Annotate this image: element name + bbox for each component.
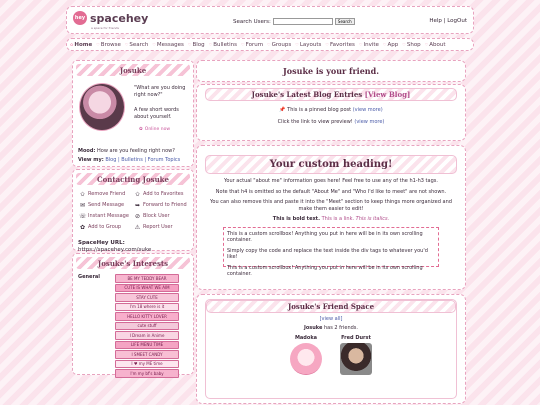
heart-icon: ♡ bbox=[382, 42, 387, 47]
contact-label: Send Message bbox=[88, 202, 125, 208]
contact-block-user[interactable] bbox=[134, 213, 187, 220]
friends-row bbox=[206, 335, 456, 375]
friends-heading: Josuke's Friend Space bbox=[206, 300, 456, 313]
nav-item-blog[interactable] bbox=[188, 42, 205, 48]
nav-item-layouts[interactable] bbox=[295, 42, 321, 48]
interests-general-label: General bbox=[78, 274, 100, 280]
interest-stamp: cute stuff bbox=[115, 322, 179, 331]
contact-label: Forward to Friend bbox=[143, 202, 187, 208]
contact-label: Report User bbox=[143, 224, 173, 230]
nav-label: Bulletins bbox=[213, 41, 238, 48]
home-icon: ✿ bbox=[70, 42, 74, 47]
nav-label: Home bbox=[74, 41, 93, 48]
about-paragraph-3: You can also remove this and paste it into the "Meet" section to keep things more organized and make them easier to edit! bbox=[210, 199, 452, 212]
nav-item-home[interactable] bbox=[70, 42, 92, 48]
nav-label: Browse bbox=[100, 41, 121, 48]
mood-label: Mood: bbox=[78, 148, 96, 154]
interest-stamp: HELLO KITTY LOVER bbox=[115, 312, 179, 321]
nav-item-browse[interactable] bbox=[96, 42, 121, 48]
view-my-label: View my: bbox=[78, 157, 104, 163]
contact-label: Block User bbox=[143, 213, 170, 219]
interest-stamps bbox=[115, 274, 179, 378]
about-paragraph-2: Note that h4 is omitted so the default "About Me" and "Who I'd like to meet" are not shown. bbox=[215, 188, 447, 195]
nav-item-groups[interactable] bbox=[267, 42, 291, 48]
view-my-link-list[interactable]: Blog | Bulletins | Forum Topics bbox=[105, 157, 181, 163]
heart-icon: ♡ bbox=[402, 42, 406, 47]
friend-card[interactable] bbox=[286, 335, 326, 375]
report-icon: ⚠ bbox=[134, 224, 141, 231]
friends-card bbox=[196, 294, 466, 404]
about-paragraph-1: Your actual "about me" information goes here! Feel free to use any of the h1-h3 tags. bbox=[224, 178, 438, 184]
heart-icon: ♡ bbox=[358, 42, 363, 47]
contact-label: Add to Favorites bbox=[143, 191, 184, 197]
online-status bbox=[139, 127, 170, 132]
contact-grid bbox=[76, 191, 190, 231]
right-column bbox=[196, 60, 466, 404]
view-blog-link[interactable]: [View Blog] bbox=[364, 90, 411, 99]
logo-mark-icon: hey bbox=[73, 11, 87, 25]
blog-heading-text: Josuke's Latest Blog Entries bbox=[251, 90, 363, 99]
instant-message-icon: ☏ bbox=[79, 213, 87, 220]
search-button[interactable]: Search bbox=[335, 18, 355, 25]
heart-icon: ♡ bbox=[267, 42, 271, 47]
mood-value: How are you feeling right now? bbox=[97, 148, 175, 154]
nav-label: App bbox=[387, 41, 399, 48]
contact-forward-to-friend[interactable] bbox=[134, 202, 187, 209]
about-formatting-demo bbox=[205, 216, 457, 223]
contact-remove-friend[interactable] bbox=[79, 191, 132, 198]
blog-entry-preview bbox=[205, 119, 457, 125]
nav-item-messages[interactable] bbox=[152, 42, 184, 48]
heart-icon: ♡ bbox=[424, 42, 429, 47]
pinned-text: This is a pinned blog post bbox=[287, 107, 352, 113]
friend-avatar[interactable] bbox=[340, 343, 372, 375]
contact-add-to-favorites[interactable] bbox=[134, 191, 187, 198]
friend-card[interactable] bbox=[336, 335, 376, 375]
remove-friend-icon: ✩ bbox=[79, 191, 86, 198]
user-search bbox=[233, 18, 355, 25]
scrollbox-text-1: This is a custom scrollbox! Anything you put in here will be in its own scrolling container. bbox=[227, 230, 423, 243]
nav-item-shop[interactable] bbox=[402, 42, 420, 48]
nav-item-search[interactable] bbox=[125, 42, 149, 48]
group-icon: ✿ bbox=[79, 224, 86, 231]
nav-item-about[interactable] bbox=[425, 42, 446, 48]
block-icon: ⊘ bbox=[134, 213, 141, 220]
forward-icon: ➥ bbox=[134, 202, 141, 209]
friend-status-title: Josuke is your friend. bbox=[196, 60, 466, 82]
contact-title: Contacting Josuke bbox=[76, 173, 190, 185]
about-card bbox=[196, 145, 466, 290]
nav-label: Invite bbox=[363, 41, 379, 48]
scrollbox-text-3: This is a custom scrollbox! Anything you put in here will be in its own scrolling container. bbox=[227, 264, 423, 277]
url-value[interactable]: https://spacehey.com/suke bbox=[78, 247, 152, 253]
preview-view-more-link[interactable]: (view more) bbox=[354, 119, 385, 125]
contact-label: Remove Friend bbox=[88, 191, 126, 197]
heart-icon: ♡ bbox=[241, 42, 245, 47]
nav-item-invite[interactable] bbox=[359, 42, 379, 48]
interest-stamp: BE MY TEDDY BEAR bbox=[115, 274, 179, 283]
nav-item-bulletins[interactable] bbox=[209, 42, 237, 48]
nav-label: Forum bbox=[245, 41, 264, 48]
interest-stamp: STAY CUTE bbox=[115, 293, 179, 302]
nav-label: Layouts bbox=[299, 41, 322, 48]
view-all-friends-link[interactable]: [view all] bbox=[319, 316, 343, 322]
custom-scrollbox[interactable] bbox=[223, 227, 439, 277]
nav-label: About bbox=[429, 41, 446, 48]
preview-text: Click the link to view preview! bbox=[277, 119, 353, 125]
heart-icon: ♡ bbox=[295, 42, 299, 47]
friend-count-text: has 2 friends. bbox=[323, 325, 359, 331]
blog-entry-pinned bbox=[205, 107, 457, 113]
friend-name[interactable]: Fred Durst bbox=[341, 335, 371, 341]
contact-card bbox=[72, 169, 194, 251]
interests-card bbox=[72, 253, 194, 375]
heart-icon: ♡ bbox=[187, 42, 192, 47]
pinned-view-more-link[interactable]: (view more) bbox=[352, 107, 383, 113]
help-logout-links[interactable]: Help | LogOut bbox=[429, 18, 467, 24]
custom-heading: Your custom heading! bbox=[205, 155, 457, 174]
contact-report-user[interactable] bbox=[134, 224, 187, 231]
nav-label: Shop bbox=[406, 41, 421, 48]
nav-label: Groups bbox=[271, 41, 292, 48]
online-text: Online now bbox=[144, 127, 171, 132]
interest-stamp: I'm 18 where is it bbox=[115, 303, 179, 312]
logo[interactable] bbox=[73, 11, 149, 30]
profile-avatar[interactable] bbox=[79, 83, 125, 131]
left-column bbox=[72, 60, 194, 375]
view-my-links bbox=[78, 157, 180, 163]
profile-card bbox=[72, 60, 194, 167]
favorite-icon: ✩ bbox=[134, 191, 141, 198]
blog-heading bbox=[205, 88, 457, 101]
main-nav bbox=[66, 38, 474, 51]
contact-label: Instant Message bbox=[88, 213, 129, 219]
friends-inner bbox=[205, 299, 457, 399]
nav-label: Favorites bbox=[330, 41, 355, 48]
contact-send-message[interactable] bbox=[79, 202, 132, 209]
profile-quote: "What are you doing right now?" bbox=[134, 85, 186, 98]
pin-icon: 📌 bbox=[279, 107, 286, 113]
site-header bbox=[66, 6, 474, 34]
profile-about-short: A few short words about yourself. bbox=[134, 107, 179, 120]
heart-icon: ♡ bbox=[152, 42, 156, 47]
heart-icon: ♡ bbox=[96, 42, 100, 47]
friend-avatar[interactable] bbox=[290, 343, 322, 375]
nav-item-favorites[interactable] bbox=[325, 42, 354, 48]
nav-item-forum[interactable] bbox=[241, 42, 263, 48]
profile-name: Josuke bbox=[76, 64, 190, 76]
sample-link[interactable]: This is a link. bbox=[321, 216, 355, 222]
logo-text: spacehey bbox=[90, 11, 149, 25]
scrollbox-text-2: Simply copy the code and replace the text inside the div tags to whatever you'd like! bbox=[227, 247, 428, 260]
italic-text: This is italics. bbox=[355, 216, 390, 222]
bold-text: This is bold text. bbox=[272, 216, 320, 222]
logo-tagline: a space for friends bbox=[91, 26, 119, 30]
contact-add-to-group[interactable] bbox=[79, 224, 132, 231]
friend-count bbox=[206, 325, 456, 331]
mood bbox=[78, 148, 175, 154]
url-label: SpaceHey URL: bbox=[78, 240, 125, 246]
interest-stamp: CUTE IS WHAT WE AIM bbox=[115, 284, 179, 293]
friend-name[interactable]: Madoka bbox=[294, 335, 318, 341]
search-input[interactable] bbox=[273, 18, 333, 25]
interest-stamp: LIFE MENU TIME bbox=[115, 341, 179, 350]
nav-label: Messages bbox=[156, 41, 184, 48]
heart-icon: ♡ bbox=[325, 42, 330, 47]
interest-stamp: I'm my bf's baby bbox=[115, 369, 179, 378]
interest-stamp: I Dream in Anime bbox=[115, 331, 179, 340]
nav-label: Search bbox=[129, 41, 149, 48]
interest-stamp: I ♥ my ME time bbox=[115, 360, 179, 369]
online-icon: ✿ bbox=[139, 127, 143, 132]
heart-icon: ♡ bbox=[208, 42, 213, 47]
blog-card bbox=[196, 84, 466, 141]
contact-label: Add to Group bbox=[88, 224, 122, 230]
message-icon: ✉ bbox=[79, 202, 86, 209]
interests-title: Josuke's Interests bbox=[76, 257, 190, 269]
interest-stamp: I SMEET CANDY bbox=[115, 350, 179, 359]
nav-label: Blog bbox=[192, 41, 205, 48]
friend-count-name: Josuke bbox=[303, 325, 323, 331]
search-label: Search Users: bbox=[233, 18, 271, 25]
page-frame bbox=[66, 0, 474, 405]
heart-icon: ♡ bbox=[124, 42, 129, 47]
contact-instant-message[interactable] bbox=[79, 213, 132, 220]
nav-item-app[interactable] bbox=[383, 42, 398, 48]
